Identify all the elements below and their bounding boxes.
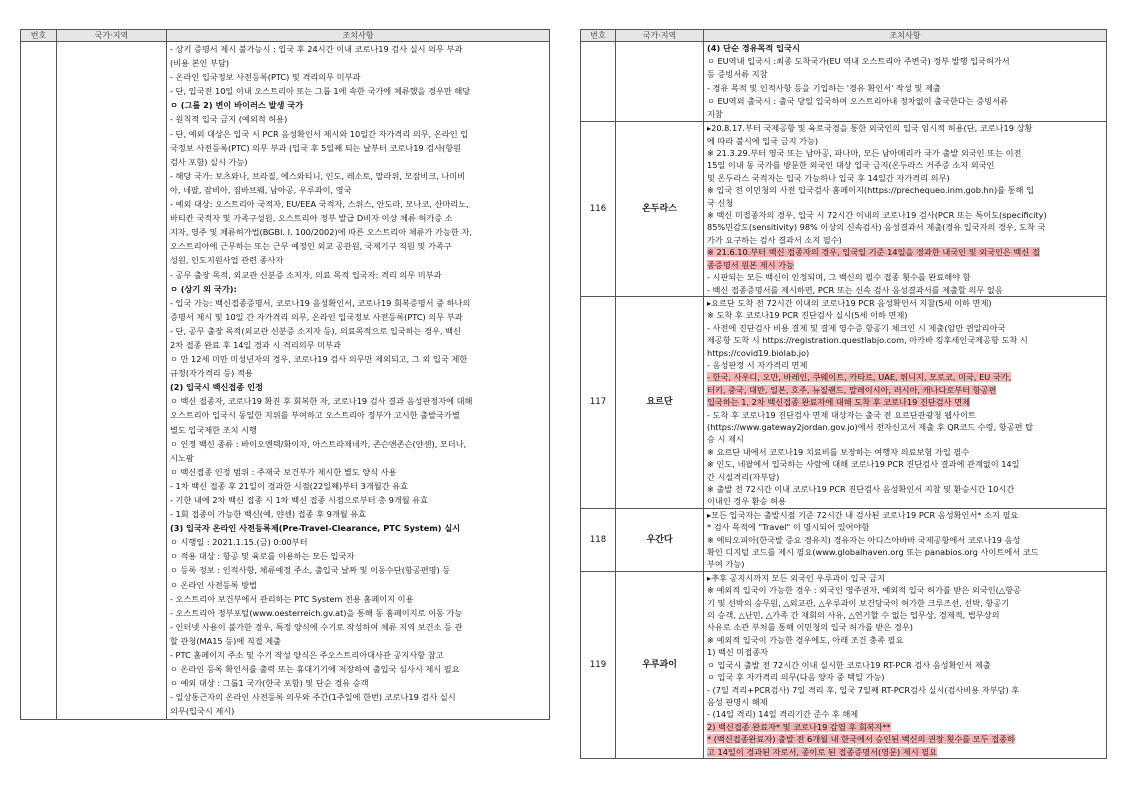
line-text: 확인 디지털 코드를 제시 필요(www.globalhaven.org 또는 panabios.org 사이트에서 코드 <box>707 547 1039 558</box>
header-num: 번호 <box>21 30 57 42</box>
measure-line <box>707 671 1103 683</box>
header-row <box>21 30 550 42</box>
row-measures <box>704 296 1107 508</box>
line-text: * 검사 목적에 "Travel" 이 명시되어 있어야함 <box>707 522 870 533</box>
line-text: 승 시 제시 <box>707 434 744 445</box>
line-text: - 단, 예외 대상은 입국 시 PCR 음성확인서 제시와 10일간 자가격리 의무, 온라인 입 <box>170 128 469 139</box>
header-country: 국가·지역 <box>57 30 167 42</box>
line-text: - 온라인 입국정보 사전등록(PTC) 및 격리의무 미부과 <box>170 72 361 83</box>
measure-line <box>170 606 546 620</box>
measure-line <box>707 82 1103 95</box>
highlighted-text: * (백신접종완료자) 출발 전 6개월 내 한국에서 승인된 백신의 권장 횟수를 모두 접종하 <box>707 734 1015 745</box>
measure-line <box>170 437 546 451</box>
line-text: 음성 판명시 해제 <box>707 696 768 707</box>
measure-line <box>170 549 546 563</box>
measure-line <box>170 521 546 535</box>
measure-line <box>170 380 546 394</box>
measure-line <box>707 197 1103 209</box>
line-text: 및 온두라스 국적자는 입국 가능하나 입국 후 14일간 자가격리 의무) <box>707 172 950 183</box>
measure-line <box>707 108 1103 121</box>
header-country: 국가·지역 <box>616 30 704 42</box>
measure-line <box>170 169 546 183</box>
line-text: 15일 이내 동 국가를 방문한 외국인 대상 입국 금지(온두라스 거주증 소지 외국인 <box>707 160 995 171</box>
measure-line <box>707 433 1103 445</box>
line-text: ㅇ (상기 외 국가): <box>170 283 237 294</box>
line-text: ※ 요르단 내에서 코로나19 치료비를 보장하는 여행자 의료보험 가입 필수 <box>707 446 970 457</box>
table-row <box>21 42 550 720</box>
measure-line <box>170 423 546 437</box>
measure-line <box>170 338 546 352</box>
line-text: (4) 단순 경유목적 입국시 <box>707 43 800 53</box>
line-text: - 1차 백신 접종 후 21일이 경과한 시점(22일째)부터 3개월간 유효 <box>170 480 409 491</box>
measure-line <box>707 471 1103 483</box>
measure-line <box>707 184 1103 196</box>
line-text: ▸모든 입국자는 출발시점 기준 72시간 내 검사된 코로나19 PCR 음성확인서* 소지 필요 <box>707 509 1019 520</box>
measure-line <box>707 509 1103 521</box>
line-text: ㅇ EU역외 출국시 : 출국 당일 입국하여 오스트리아내 정차없이 출국한다는 증빙서류 <box>707 95 1008 106</box>
measure-line <box>707 334 1103 346</box>
highlighted-text: 터키, 중국, 대만, 일본, 호주, 뉴질랜드, 말레이시아, 러시아, 캐나다로부터 항공편 <box>707 384 997 395</box>
measure-line <box>170 479 546 493</box>
measure-line <box>170 197 546 211</box>
measure-line <box>170 98 546 112</box>
measure-line <box>170 296 546 310</box>
measure-line <box>170 239 546 253</box>
measure-line <box>707 597 1103 609</box>
line-text: - (7일 격리+PCR검사) 7일 격리 후, 입국 7일째 RT-PCR검사 실시(검사비용 자부담) 후 <box>707 684 1020 695</box>
line-text: 제공항 도착 시 https://registration.questlabjo.com, 아카바 킹후세인국제공항 도착 시 <box>707 335 1028 346</box>
row-country <box>57 42 167 720</box>
measure-list <box>704 42 1106 121</box>
highlighted-text: 입국하는 1, 2차 백신접종 완료자에 대해 도착 후 코로나19 진단검사 면제 <box>707 397 971 408</box>
measure-line <box>170 56 546 70</box>
row-country: 우간다 <box>616 508 704 571</box>
header-measure: 조치사항 <box>167 30 550 42</box>
line-text: - 입국 가능: 백신접종증명서, 코로나19 음성확인서, 코로나19 회복증명서 중 하나의 <box>170 297 471 308</box>
measure-line <box>170 253 546 267</box>
highlighted-text: 고 14일이 경과된 자로서, 종이로 된 접종증명서(영문) 제시 필요 <box>707 746 938 757</box>
line-text: ㅇ 온라인 등록 확인서를 출력 또는 휴대기기에 저장하여 출입국 심사시 제시 필요 <box>170 664 460 675</box>
line-text: (3) 입국자 온라인 사전등록제(Pre-Travel-Clearance, PTC System) 실시 <box>170 523 461 534</box>
left-page-table <box>20 29 550 720</box>
measure-list <box>704 122 1106 296</box>
measure-line <box>707 521 1103 533</box>
line-text: ㅇ 시행일 : 2021.1.15.(금) 0:00부터 <box>170 537 308 548</box>
line-text: 증명서 제시 및 10일 간 자가격리 의무, 온라인 입국정보 사전등록(PTC) 의무 부과 <box>170 311 463 322</box>
measure-line <box>170 676 546 690</box>
measure-line <box>707 396 1103 408</box>
line-text: ※ 예외적 입국이 가능한 경우 : 외국인 영주권자, 예외적 입국 허가를 받은 외국인(△항공 <box>707 585 1021 596</box>
measure-line <box>170 690 546 704</box>
line-text: - 상기 증명서 제시 불가능시 : 입국 후 24시간 이내 코로나19 검사 실시 의무 부과 <box>170 44 463 54</box>
measure-line <box>707 609 1103 621</box>
measure-line <box>707 95 1103 108</box>
line-text: - 일상통근자의 온라인 사전등록 의무와 주간(1주일에 한번) 코로나19 검사 실시 <box>170 692 456 703</box>
measure-line <box>707 684 1103 696</box>
line-text: 1) 백신 미접종자 <box>707 647 769 658</box>
row-number <box>21 42 57 720</box>
measure-list <box>704 509 1106 571</box>
measure-line <box>170 535 546 549</box>
measure-line <box>707 135 1103 147</box>
table-row <box>581 296 1107 508</box>
line-text: - 도착 후 코로나19 진단검사 면제 대상자는 출국 전 요르단관광청 웹사이트 <box>707 409 976 420</box>
line-text: 국 신청 <box>707 197 734 208</box>
measure-line <box>707 259 1103 271</box>
measure-line <box>707 147 1103 159</box>
measure-line <box>707 534 1103 546</box>
line-text: ※ 예외적 입국이 가능한 경우에도, 아래 조건 충족 필요 <box>707 634 904 645</box>
row-number: 119 <box>581 571 616 758</box>
measure-line <box>170 648 546 662</box>
measure-line <box>170 282 546 296</box>
measure-line <box>707 271 1103 283</box>
line-text: 의무(입국시 제시) <box>170 706 235 717</box>
measure-line <box>707 409 1103 421</box>
line-text: 국정보 사전등록(PTC) 의무 부과 (입국 후 5일째 되는 날부터 코로나19 검사(항원 <box>170 142 462 153</box>
row-measures <box>704 42 1107 122</box>
measure-line <box>170 451 546 465</box>
right-page-table <box>580 29 1107 759</box>
line-text: ㅇ 입국시 출발 전 72시간 이내 실시한 코로나19 RT-PCR 검사 음성확인서 제출 <box>707 659 991 670</box>
row-country: 요르단 <box>616 296 704 508</box>
measure-line <box>170 211 546 225</box>
measure-line <box>707 634 1103 646</box>
measure-line <box>170 112 546 126</box>
measure-line <box>170 394 546 408</box>
line-text: ※ 에티오피아(한국발 증요 경유지) 경유자는 아디스아바바 국제공항에서 코로나19 음성 <box>707 534 1021 545</box>
measure-list <box>704 297 1106 508</box>
line-text: ㅇ 적용 대상 : 항공 및 육로를 이용하는 모든 입국자 <box>170 551 355 562</box>
line-text: 바티칸 국적자 및 가족구성원, 오스트리아 정부 발급 D비자 이상 체류 허가증 소 <box>170 213 453 224</box>
line-text: - 단, 공무 출장 목적(외교관 신분증 소지자 등), 의료목적으로 입국하는 경우, 백신 <box>170 325 461 336</box>
line-text: ㅇ (그룹 2) 변이 바이러스 발생 국가 <box>170 100 304 111</box>
line-text: - 예외 대상: 오스트리아 국적자, EU/EEA 국적자, 스위스, 안도라, 모나코, 산마리노, <box>170 199 469 210</box>
measure-list <box>167 42 549 719</box>
highlighted-text: 종증명서 원본 제시 가능 <box>707 259 794 270</box>
highlighted-text: ※ 21.6.10.부터 백신 접종자의 경우, 입국일 기준 14일을 경과한 내국인 및 외국인은 백신 접 <box>707 247 1040 258</box>
measure-list <box>704 572 1106 758</box>
line-text: 오스트리아에 근무하는 또는 근무 예정인 외교 공관원, 국제기구 직원 및 가족구 <box>170 241 452 252</box>
measure-line <box>707 721 1103 733</box>
line-text: - 음성판정 시 자가격리 면제 <box>707 359 808 370</box>
measure-line <box>707 209 1103 221</box>
line-text: ※ 출발 전 72시간 이내 코로나19 PCR 진단검사 음성확인서 지참 및 환승시간 10시간 <box>707 484 1015 494</box>
measure-line <box>707 384 1103 396</box>
measure-line <box>170 366 546 380</box>
line-text: 부여 가능) <box>707 559 745 570</box>
line-text: ※ 입국 전 이민청의 사전 입국검사 홈페이지(https://prechequeo.inm.gob.hn)를 통해 입 <box>707 185 1034 196</box>
measure-line <box>707 659 1103 671</box>
measure-line <box>170 84 546 98</box>
line-text: ㅇ 예외 대상 : 그룹1 국가(한국 포함) 및 단순 경유 승객 <box>170 678 369 689</box>
measure-line <box>707 284 1103 296</box>
measure-line <box>170 662 546 676</box>
line-text: - (14일 격리) 14일 격리기간 준수 후 해제 <box>707 709 859 720</box>
measure-line <box>170 408 546 422</box>
measure-line <box>170 324 546 338</box>
line-text: ※ 21.3.29.부터 영국 또는 남아공, 파나마, 모든 남아메리카 국가 출발 외국인 또는 이전 <box>707 148 1022 159</box>
measure-line <box>707 221 1103 233</box>
measure-line <box>707 621 1103 633</box>
table-row <box>581 508 1107 571</box>
line-text: - 원칙적 입국 금지 (예외적 허용) <box>170 114 288 125</box>
measure-line <box>707 42 1103 55</box>
line-text: - PTC 홈페이지 주소 및 수기 작성 양식은 주오스트리아대사관 공지사항 참고 <box>170 650 444 661</box>
row-measures <box>704 122 1107 297</box>
line-text: ㅇ 등록 정보 : 인적사항, 체류예정 주소, 출입국 날짜 및 이동수단(항공편명) 등 <box>170 565 451 576</box>
line-text: - 1회 접종이 가능한 백신(예, 얀센) 접종 후 9개월 유효 <box>170 509 367 520</box>
measure-line <box>707 68 1103 81</box>
line-text: ㅇ 만 12세 미만 미성년자의 경우, 코로나19 검사 의무만 제외되고, 그 외 입국 제한 <box>170 354 468 365</box>
line-text: 시노팜 <box>170 452 194 463</box>
line-text: - 시판되는 모든 백신이 인정되며, 그 백신의 필수 접종 횟수를 완료해야 함 <box>707 272 971 283</box>
measure-line <box>707 458 1103 470</box>
line-text: - 인터넷 사용이 불가한 경우, 특정 양식에 수기로 작성하여 체류 지역 보건소 등 관 <box>170 621 463 632</box>
measure-line <box>707 495 1103 507</box>
line-text: 지자, 영주 및 체류허가법(BGBl. I. 100/2002)에 따른 오스트리아 체류가 가능한 자, <box>170 227 472 238</box>
line-text: ▸추후 공지시까지 모든 외국인 우루과이 입국 금지 <box>707 572 885 583</box>
measure-line <box>707 246 1103 258</box>
measure-line <box>707 347 1103 359</box>
line-text: 오스트리아 입국시 동일한 지위를 부여하고 오스트리아 정부가 고시한 출발국가별 <box>170 410 460 421</box>
measure-line <box>170 620 546 634</box>
row-number <box>581 42 616 122</box>
line-text: ㅇ 인정 백신 종류 : 바이오엔텍/화이자, 아스트라제네카, 존슨앤존슨(얀센), 모더나, <box>170 438 467 449</box>
line-text: ㅇ 백신 접종자, 코로나19 확진 후 회복한 자, 코로나19 검사 결과 음성판정자에 대해 <box>170 396 473 407</box>
line-text: ▸20.8.17.부터 국제공항 및 육로국경을 통한 외국인의 입국 임시적 허용(단, 코로나19 상황 <box>707 123 1033 134</box>
measure-line <box>707 696 1103 708</box>
line-text: 검사 포함) 실시 가능) <box>170 156 248 167</box>
row-number: 116 <box>581 122 616 297</box>
line-text: 성원, 인도지원사업 관련 종사자 <box>170 255 284 266</box>
measure-line <box>707 371 1103 383</box>
line-text: - 공무 출장 목적, 외교관 신분증 소지자, 의료 목적 입국자: 격리 의무 미부과 <box>170 269 442 280</box>
line-text: (비용 본인 부담) <box>170 58 230 69</box>
line-text: ㅇ 온라인 사전등록 방법 <box>170 579 257 590</box>
measure-line <box>707 421 1103 433</box>
line-text: https://covid19.biolab.jo) <box>707 347 810 358</box>
measure-line <box>170 155 546 169</box>
measure-line <box>170 70 546 84</box>
highlighted-text: - 한국, 사우디, 오만, 바레인, 쿠웨이트, 카타르, UAE, 튀니지, 모로코, 미국, EU 국가, <box>707 372 1012 383</box>
measure-line <box>707 446 1103 458</box>
header-measure: 조치사항 <box>704 30 1107 42</box>
measure-line <box>170 42 546 56</box>
measure-line <box>707 359 1103 371</box>
line-text: ▸요르단 도착 전 72시간 이내의 코로나19 PCR 음성확인서 지참(5세 이하 면제) <box>707 297 992 308</box>
row-country: 우루과이 <box>616 571 704 758</box>
measure-line <box>707 572 1103 584</box>
measure-line <box>170 225 546 239</box>
line-text: - 오스트리아 보건부에서 관리하는 PTC System 전용 홈페이지 이용 <box>170 593 414 604</box>
measure-line <box>707 172 1103 184</box>
measure-line <box>707 159 1103 171</box>
line-text: 기 및 선박의 승무원, △외교관, △우루과이 보건당국이 허가한 크루즈선, 선박, 항공기 <box>707 597 1010 608</box>
line-text: - 경유 목적 및 인적사항 등을 기입하는 '경유 확인서' 작성 및 제출 <box>707 82 941 93</box>
measure-line <box>707 584 1103 596</box>
row-country: 온두라스 <box>616 122 704 297</box>
line-text: 별도 입국제한 조치 시행 <box>170 424 257 435</box>
line-text: 간 시설격리(자부담) <box>707 471 780 482</box>
line-text: 에 따라 불시에 입국 금지 가능) <box>707 135 819 146</box>
measure-line <box>170 141 546 155</box>
line-text: (https://www.gateway2jordan.gov.jo)에서 전자신고서 제출 후 QR코드 수령, 항공편 탑 <box>707 421 1034 432</box>
row-country <box>616 42 704 122</box>
line-text: - 기한 내에 2차 백신 접종 시 1차 백신 접종 시점으로부터 총 9개월 유효 <box>170 495 429 505</box>
measure-line <box>707 322 1103 334</box>
line-text: 가가 요구하는 검사 결과서 소지 필수) <box>707 234 842 245</box>
measure-line <box>170 268 546 282</box>
measure-line <box>707 708 1103 720</box>
measure-line <box>707 234 1103 246</box>
row-number: 118 <box>581 508 616 571</box>
line-text: ㅇ 입국 후 자가격리 의무(다음 양자 중 택일 가능) <box>707 672 885 683</box>
line-text: 할 관청(MA15 등)에 직접 제출 <box>170 635 282 646</box>
measure-line <box>707 546 1103 558</box>
table-row <box>581 571 1107 758</box>
measure-line <box>170 465 546 479</box>
line-text: - 백신 접종증명서를 제시하면, PCR 또는 신속 검사 음성결과서를 제출할 의무 없음 <box>707 284 1003 295</box>
line-text: ㅇ 백신접종 인정 범위 : 주재국 보건부가 제시한 별도 양식 사용 <box>170 466 397 477</box>
row-measures <box>167 42 550 720</box>
measure-line <box>170 563 546 577</box>
measure-line <box>707 55 1103 68</box>
line-text: 85%민감도(sensitivity) 98% 이상의 신속검사) 음성결과서 제출(경유 입국자의 경우, 도착 국 <box>707 222 1046 233</box>
measure-line <box>170 704 546 718</box>
measure-line <box>707 297 1103 309</box>
highlighted-text: 2) 백신접종 완료자* 및 코로나19 감염 후 회복자** <box>707 721 891 732</box>
line-text: 지참 <box>707 109 723 120</box>
line-text: ※ 백신 미접종자의 경우, 입국 시 72시간 이내의 코로나19 검사(PCR 또는 특이도(specificity) <box>707 210 1047 221</box>
measure-line <box>707 646 1103 658</box>
line-text: 이내인 경우 환승 허용 <box>707 496 786 507</box>
measure-line <box>170 592 546 606</box>
measure-line <box>707 309 1103 321</box>
measure-line <box>170 127 546 141</box>
line-text: 2차 접종 완료 후 14일 경과 시 격리의무 미부과 <box>170 339 341 350</box>
measure-line <box>170 578 546 592</box>
line-text: ㅇ EU역내 입국시 :최종 도착국가(EU 역내 오스트리아 주변국) 정부 발행 입국허가서 <box>707 56 1010 67</box>
line-text: 규정(자가격리 등) 적용 <box>170 368 253 379</box>
line-text: 의 승객, △난민, △가족 간 재회의 사유, △연기할 수 없는 업무상, 경제적, 법무상의 <box>707 610 1000 621</box>
measure-line <box>170 507 546 521</box>
measure-line <box>707 558 1103 570</box>
line-text: 사유로 소관 부처를 통해 이민청의 입국 허가를 받은 경우) <box>707 622 913 633</box>
measure-line <box>707 122 1103 134</box>
line-text: 등 증빙서류 지참 <box>707 69 768 80</box>
row-measures <box>704 571 1107 758</box>
line-text: ※ 인도, 네팔에서 입국하는 사람에 대해 코로나19 PCR 진단검사 결과에 관계없이 14일 <box>707 459 1020 470</box>
measure-line <box>707 483 1103 495</box>
row-measures <box>704 508 1107 571</box>
line-text: - 단, 입국전 10일 이내 오스트리아 또는 그룹 1에 속한 국가에 체류했을 경우만 해당 <box>170 86 471 97</box>
line-text: (2) 입국시 백신접종 인정 <box>170 382 263 393</box>
line-text: - 오스트리아 정부포털(www.oesterreich.gv.at)을 통해 동 홈페이지로 이동 가능 <box>170 607 463 618</box>
row-number: 117 <box>581 296 616 508</box>
header-num: 번호 <box>581 30 616 42</box>
measure-line <box>170 310 546 324</box>
header-row <box>581 30 1107 42</box>
measure-line <box>170 352 546 366</box>
table-row <box>581 122 1107 297</box>
measure-line <box>170 634 546 648</box>
table-row <box>581 42 1107 122</box>
measure-line <box>170 493 546 507</box>
line-text: - 사전에 진단검사 비용 결제 및 결제 영수증 항공기 체크인 시 제출(암만 퀸알리아국 <box>707 322 1006 333</box>
line-text: ※ 도착 후 코로나19 PCR 진단검사 실시(5세 이하 면제) <box>707 310 908 321</box>
line-text: - 해당 국가: 보츠와나, 브라질, 에스와티니, 인도, 레소토, 말라위, 모잠비크, 나미비 <box>170 170 466 181</box>
measure-line <box>170 183 546 197</box>
measure-line <box>707 746 1103 758</box>
measure-line <box>707 733 1103 745</box>
line-text: 아, 네팔, 잠비아, 짐바브웨, 남아공, 우루과이, 영국 <box>170 184 352 195</box>
